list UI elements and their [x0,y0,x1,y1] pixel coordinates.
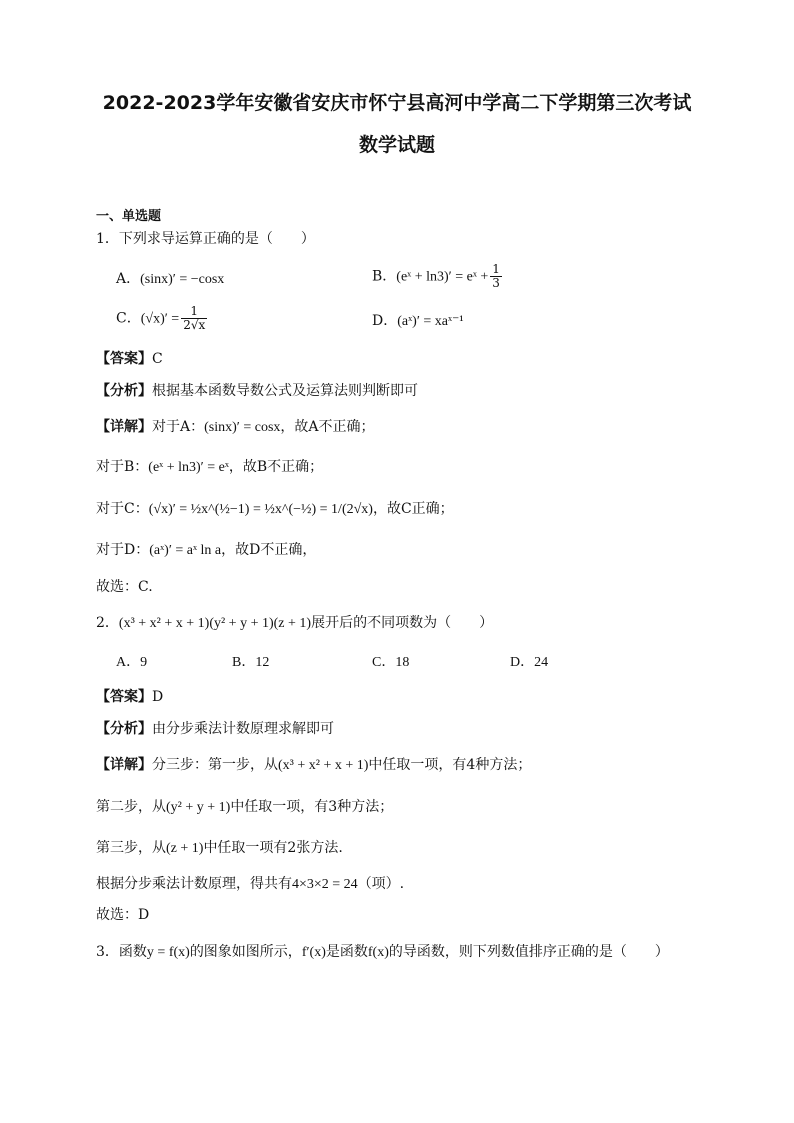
page-title: 2022-2023学年安徽省安庆市怀宁县高河中学高二下学期第三次考试 [102,92,692,114]
q2-option-c: C．18 [372,655,410,670]
q1-detail-d: 对于D：(aˣ)′ = aˣ ln a，故D不正确， [96,542,317,558]
section-heading: 一、单选题 [96,209,162,224]
q2-option-d: D．24 [510,655,549,670]
q1-conclusion: 故选：C. [96,579,153,595]
q1-option-a: A．(sinx)′ = −cosx [116,271,225,287]
q1-detail-a: 【详解】对于A：(sinx)′ = cosx，故A不正确； [96,419,375,435]
q1-option-d: D．(aˣ)′ = xaˣ⁻¹ [372,313,464,329]
q1-detail-c: 对于C：(√x)′ = ½x^(½−1) = ½x^(−½) = 1/(2√x)，故C正确； [96,501,454,517]
q2-answer: 【答案】D [96,689,164,705]
q2-detail-2: 第二步，从(y² + y + 1)中任取一项，有3种方法； [96,799,394,815]
q2-conclusion: 故选：D [96,907,150,923]
q1-stem: 1．下列求导运算正确的是（ ） [96,231,315,247]
q3-stem: 3．函数y = f(x)的图象如图所示，f′(x)是函数f(x)的导函数，则下列数值排序正确的是（ ） [96,944,669,960]
page-subtitle: 数学试题 [358,134,435,156]
q1-option-b: B．(eˣ + ln3)′ = eˣ + $\frac{1}{3}$ [372,262,500,290]
q1-answer: 【答案】C [96,351,163,367]
q2-detail-3: 第三步，从(z + 1)中任取一项有2张方法. [96,840,343,856]
q1-analysis: 【分析】根据基本函数导数公式及运算法则判断即可 [96,383,418,399]
q2-detail-4: 根据分步乘法计数原理，得共有4×3×2 = 24（项）. [96,876,405,892]
q2-stem: 2．(x³ + x² + x + 1)(y² + y + 1)(z + 1)展开后的不同项数为（ ） [96,615,494,631]
q1-detail-b: 对于B：(eˣ + ln3)′ = eˣ，故B不正确； [96,459,324,475]
q1-option-c: C．(√x)′ = $\frac{1}{2√x}$ [116,304,206,332]
q2-detail-1: 【详解】分三步：第一步，从(x³ + x² + x + 1)中任取一项，有4种方法； [96,757,532,773]
q2-option-b: B．12 [232,655,270,670]
q2-analysis: 【分析】由分步乘法计数原理求解即可 [96,721,334,737]
q2-option-a: A．9 [116,655,148,670]
